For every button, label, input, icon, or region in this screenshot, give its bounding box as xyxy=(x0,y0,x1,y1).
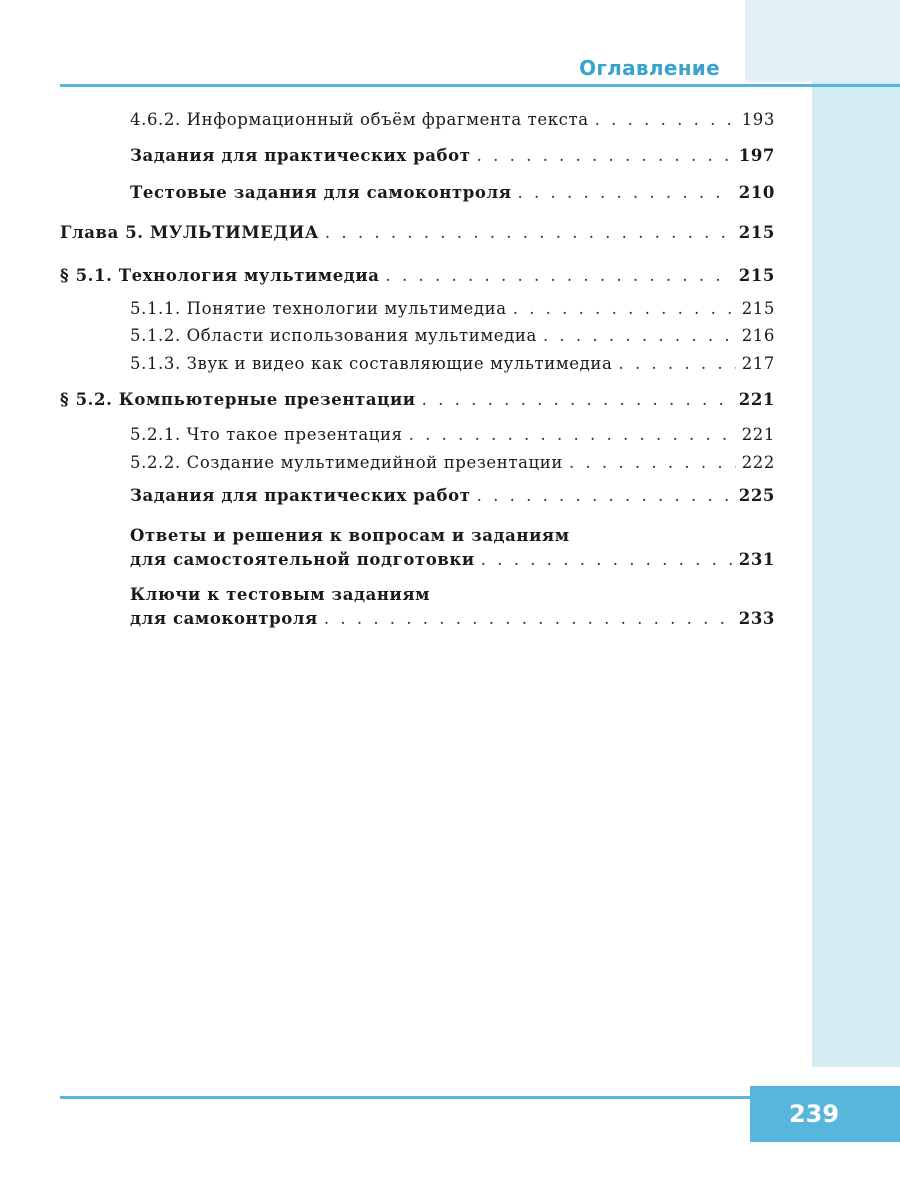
toc-entry[interactable] xyxy=(130,352,775,376)
toc-dot-leader xyxy=(518,181,733,205)
page-header-title: Оглавление xyxy=(579,56,720,80)
toc-entry-page: 233 xyxy=(738,609,775,628)
toc-dot-leader xyxy=(409,423,736,447)
toc-entry-title: Задания для практических работ xyxy=(130,486,471,505)
toc-entry-title: Глава 5. МУЛЬТИМЕДИА xyxy=(60,223,319,242)
toc-dot-leader xyxy=(513,297,736,321)
toc-dot-leader xyxy=(477,484,733,508)
toc-entry-page: 231 xyxy=(738,550,775,569)
toc-entry-title: § 5.2. Компьютерные презентации xyxy=(60,390,416,409)
toc-dot-leader xyxy=(595,108,736,132)
header-divider xyxy=(60,84,900,87)
toc-dot-leader xyxy=(422,388,733,412)
side-band xyxy=(812,82,900,1067)
toc-entry-page: 222 xyxy=(741,453,775,472)
toc-entry[interactable] xyxy=(130,324,775,348)
toc-entry[interactable] xyxy=(130,181,775,205)
toc-entry-title: Задания для практических работ xyxy=(130,146,471,165)
toc-dot-leader xyxy=(325,221,733,245)
toc-entry[interactable] xyxy=(130,144,775,168)
toc-entry-page: 210 xyxy=(738,183,775,202)
toc-dot-leader xyxy=(543,324,736,348)
toc-entry-page: 197 xyxy=(738,146,775,165)
toc-entry-page: 221 xyxy=(738,390,775,409)
toc-entry-title: Тестовые задания для самоконтроля xyxy=(130,183,512,202)
toc-entry[interactable] xyxy=(130,451,775,475)
toc-entry-page: 225 xyxy=(738,486,775,505)
toc-entry-title: 5.1.2. Области использования мультимедиа xyxy=(130,326,537,345)
toc-entry-title: 5.1.1. Понятие технологии мультимедиа xyxy=(130,299,507,318)
page-number: 239 xyxy=(788,1100,840,1128)
toc-entry-page: 221 xyxy=(741,425,775,444)
footer-divider xyxy=(60,1096,750,1099)
toc-entry-title-line2: для самоконтроля xyxy=(130,609,318,628)
toc-entry-page: 193 xyxy=(741,110,775,129)
toc-entry[interactable] xyxy=(130,423,775,447)
header-band xyxy=(745,0,900,82)
toc-entry-title-line1: Ключи к тестовым заданиям xyxy=(130,585,431,604)
toc-entry-title-line2: для самостоятельной подготовки xyxy=(130,550,475,569)
toc-entry[interactable] xyxy=(130,108,775,132)
toc-entry[interactable] xyxy=(130,297,775,321)
toc-entry-title: § 5.1. Технология мультимедиа xyxy=(60,266,380,285)
page-number-tab xyxy=(750,1086,900,1142)
toc-dot-leader xyxy=(481,548,733,572)
toc-dot-leader xyxy=(569,451,736,475)
toc-entry[interactable] xyxy=(130,484,775,508)
toc-entry-title: 5.2.1. Что такое презентация xyxy=(130,425,403,444)
toc-dot-leader xyxy=(477,144,733,168)
toc-dot-leader xyxy=(386,264,733,288)
toc-entry-title-line1: Ответы и решения к вопросам и заданиям xyxy=(130,526,570,545)
toc-entry-page: 217 xyxy=(741,354,775,373)
toc-entry-page: 215 xyxy=(738,223,775,242)
toc-entry[interactable] xyxy=(130,524,775,572)
toc-entry-title: 5.1.3. Звук и видео как составляющие мультимедиа xyxy=(130,354,613,373)
toc-entry[interactable] xyxy=(130,583,775,631)
toc-entry-section[interactable] xyxy=(60,264,775,288)
toc-entry-section[interactable] xyxy=(60,388,775,412)
toc-entry-page: 216 xyxy=(741,326,775,345)
toc-entry-page: 215 xyxy=(738,266,775,285)
toc-entry-title: 4.6.2. Информационный объём фрагмента текста xyxy=(130,110,589,129)
toc-entry-line2 xyxy=(130,607,775,631)
toc-entry-chapter[interactable] xyxy=(60,221,775,245)
toc-dot-leader xyxy=(324,607,733,631)
toc-entry-title: 5.2.2. Создание мультимедийной презентации xyxy=(130,453,563,472)
toc-entry-line2 xyxy=(130,548,775,572)
toc-entry-page: 215 xyxy=(741,299,775,318)
toc-dot-leader xyxy=(618,352,735,376)
